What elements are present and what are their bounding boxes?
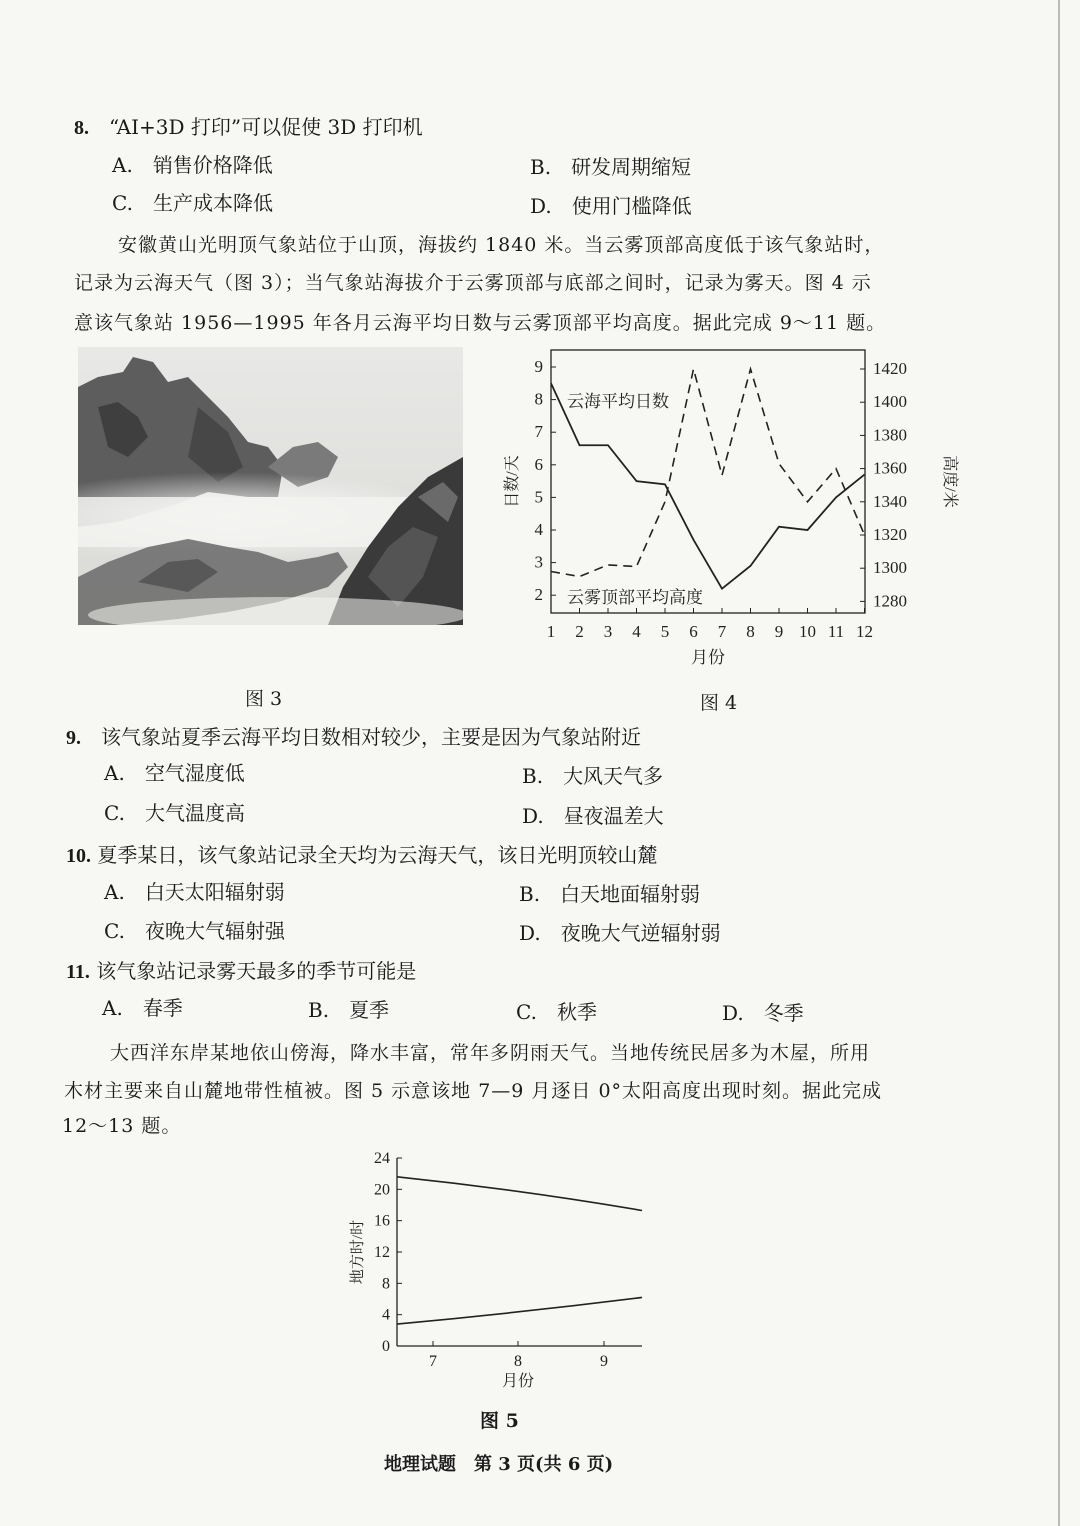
fig5-y-tick-label: 24 <box>374 1150 390 1167</box>
q8-option-d: D. 使用门槛降低 <box>530 194 692 218</box>
q10-option-a: A. 白天太阳辐射弱 <box>104 880 285 904</box>
fig5-y-tick-label: 8 <box>382 1275 390 1293</box>
fig4-x-tick-label: 8 <box>746 622 755 641</box>
fig4-right-tick-label: 1280 <box>873 591 907 611</box>
fig5-y-tick-label: 12 <box>374 1244 390 1261</box>
fig5-x-tick-label: 7 <box>429 1353 437 1370</box>
fig5-y-tick-label: 0 <box>382 1338 390 1355</box>
fig4-series-days-label: 云海平均日数 <box>567 392 669 411</box>
fig5-y-tick-label: 16 <box>374 1212 390 1230</box>
fig4-left-tick-label: 6 <box>534 454 543 474</box>
q9-option-a: A. 空气湿度低 <box>104 761 245 785</box>
q10-stem: 10. 夏季某日，该气象站记录全天均为云海天气，该日光明顶较山麓 <box>66 843 658 867</box>
passage1-line1: 安徽黄山光明顶气象站位于山顶，海拔约 1840 米。当云雾顶部高度低于该气象站时， <box>118 234 885 256</box>
q8-option-b: B. 研发周期缩短 <box>530 155 692 179</box>
fig5-caption: 图 5 <box>480 1410 519 1432</box>
fig4-right-tick-label: 1380 <box>873 425 907 445</box>
fig4-chart <box>495 345 965 675</box>
fig3-photo <box>78 347 463 625</box>
passage2-line2: 木材主要来自山麓地带性植被。图 5 示意该地 7—9 月逐日 0°太阳高度出现时刻。据此完成 <box>64 1080 883 1102</box>
fig5-sunset-line <box>397 1177 642 1211</box>
fig4-x-tick-label: 6 <box>689 622 698 641</box>
passage1-line2: 记录为云海天气（图 3）；当气象站海拔介于云雾顶部与底部之间时，记录为雾天。图 4 示 <box>74 272 872 294</box>
fig5-ylabel: 地方时/时 <box>350 1219 366 1285</box>
q11-option-c: C. 秋季 <box>516 1000 597 1024</box>
fig4-x-tick-label: 11 <box>827 622 845 641</box>
fig5-xlabel: 月份 <box>501 1373 535 1390</box>
fig4-left-tick-label: 7 <box>534 422 543 442</box>
fig5-x-tick-label: 8 <box>514 1353 522 1370</box>
q11-option-a: A. 春季 <box>102 996 183 1020</box>
fig5-x-tick-label: 9 <box>600 1353 608 1370</box>
fig4-right-tick-label: 1320 <box>873 525 907 544</box>
fig4-left-tick-label: 8 <box>534 389 543 409</box>
q9-option-b: B. 大风天气多 <box>522 764 664 788</box>
fig4-frame <box>551 350 865 613</box>
fig5-y-tick-label: 4 <box>382 1306 390 1324</box>
fig4-series-height-label: 云雾顶部平均高度 <box>567 588 703 607</box>
q9-option-c: C. 大气温度高 <box>104 801 245 825</box>
q10-option-c: C. 夜晚大气辐射强 <box>104 919 285 943</box>
fig5-chart <box>340 1148 660 1398</box>
page-footer: 地理试题 第 3 页(共 6 页) <box>384 1454 614 1475</box>
q9-stem: 9. 该气象站夏季云海平均日数相对较少，主要是因为气象站附近 <box>66 725 641 749</box>
fig4-x-tick-label: 12 <box>856 622 873 641</box>
fig4-left-tick-label: 2 <box>534 585 543 605</box>
fig4-x-tick-label: 7 <box>717 622 727 641</box>
fig3-caption: 图 3 <box>245 688 283 710</box>
passage2-line1: 大西洋东岸某地依山傍海，降水丰富，常年多阴雨天气。当地传统民居多为木屋，所用 <box>110 1042 871 1064</box>
fig4-xlabel: 月份 <box>691 648 725 667</box>
q10-option-d: D. 夜晚大气逆辐射弱 <box>519 921 721 945</box>
fig4-x-tick-label: 10 <box>799 622 816 641</box>
q8-option-c: C. 生产成本降低 <box>112 191 273 215</box>
fig4-x-tick-label: 2 <box>575 622 584 641</box>
fig4-right-tick-label: 1400 <box>873 392 907 412</box>
q11-stem: 11. 该气象站记录雾天最多的季节可能是 <box>66 959 417 983</box>
fig5-sunrise-line <box>397 1297 642 1324</box>
fig4-left-tick-label: 5 <box>534 487 543 507</box>
page-edge <box>1058 0 1060 1526</box>
fig4-right-tick-label: 1340 <box>873 491 907 511</box>
fig4-x-tick-label: 4 <box>632 622 641 641</box>
fig4-right-tick-label: 1300 <box>873 558 907 578</box>
q11-option-d: D. 冬季 <box>722 1001 804 1025</box>
fig4-x-tick-label: 9 <box>774 622 784 641</box>
fig4-left-tick-label: 4 <box>534 520 543 539</box>
q10-option-b: B. 白天地面辐射弱 <box>519 882 701 906</box>
q8-stem: 8. “AI+3D 打印”可以促使 3D 打印机 <box>74 115 423 139</box>
fig4-left-tick-label: 3 <box>534 552 543 572</box>
q9-option-d: D. 昼夜温差大 <box>522 804 664 828</box>
fig5-y-tick-label: 20 <box>374 1181 390 1199</box>
q11-option-b: B. 夏季 <box>308 998 390 1022</box>
fig4-right-tick-label: 1420 <box>873 359 907 378</box>
fig4-ylabel-left: 日数/天 <box>504 455 521 508</box>
fig4-x-tick-label: 5 <box>660 622 670 641</box>
fig4-caption: 图 4 <box>700 692 738 714</box>
fig4-x-tick-label: 1 <box>546 622 556 641</box>
fig4-ylabel-right: 高度/米 <box>941 455 958 508</box>
fig4-left-tick-label: 9 <box>534 357 543 376</box>
fig4-series-days-line <box>551 383 865 588</box>
passage2-line3: 12～13 题。 <box>62 1115 182 1137</box>
fig4-x-tick-label: 3 <box>603 622 613 641</box>
q8-option-a: A. 销售价格降低 <box>112 153 273 177</box>
fig4-right-tick-label: 1360 <box>873 458 907 478</box>
passage1-line3: 意该气象站 1956—1995 年各月云海平均日数与云雾顶部平均高度。据此完成 9～11 题。 <box>74 312 887 334</box>
